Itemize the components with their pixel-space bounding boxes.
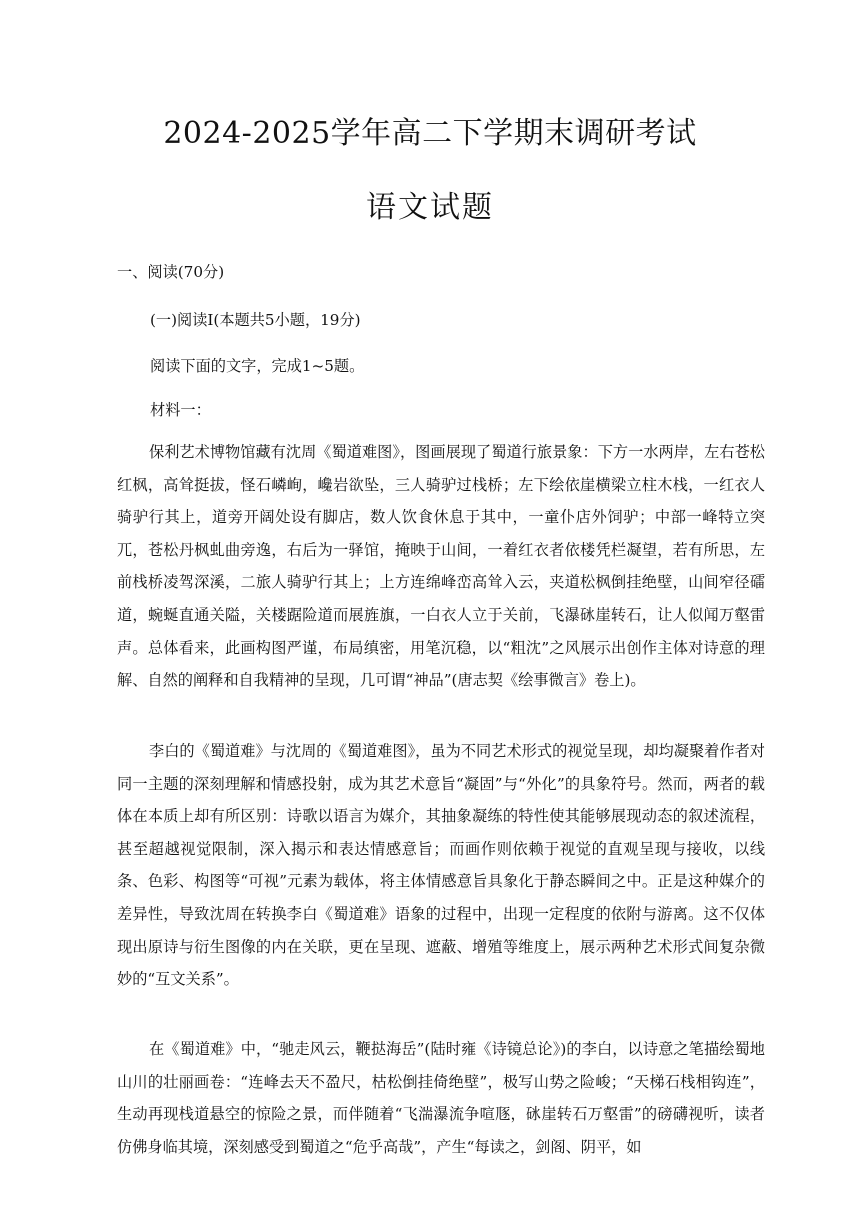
paragraph: 在《蜀道难》中，“驰走风云，鞭挞海岳”(陆时雍《诗镜总论》)的李白，以诗意之笔描绘蜀地山川的壮丽画卷：“连峰去天不盈尺，枯松倒挂倚绝壁”，极写山势之险峻；“天梯石栈相钩连”，生动再现栈道悬空的惊险之景，而伴随着“飞湍瀑流争喧豗，砯崖转石万壑雷”的磅礴视听，读者仿佛身临其境，深刻感受到蜀道之“危乎高哉”，产生“每读之，剑阁、阴平，如	[117, 1040, 765, 1156]
section-heading: 一、阅读(70分)	[117, 263, 225, 281]
instruction-text: 阅读下面的文字，完成1~5题。	[150, 357, 365, 375]
subsection-heading: (一)阅读Ⅰ(本题共5小题，19分)	[150, 311, 361, 329]
material-label: 材料一：	[150, 401, 211, 419]
paragraph: 李白的《蜀道难》与沈周的《蜀道难图》，虽为不同艺术形式的视觉呈现，却均凝聚着作者对同一主题的深刻理解和情感投射，成为其艺术意旨“凝固”与“外化”的具象符号。然而，两者的载体在本质上却有所区别：诗歌以语言为媒介，其抽象凝练的特性使其能够展现动态的叙述流程，甚至超越视觉限制，深入揭示和表达情感意旨；而画作则依赖于视觉的直观呈现与接收，以线条、色彩、构图等“可视”元素为载体，将主体情感意旨具象化于静态瞬间之中。正是这种媒介的差异性，导致沈周在转换李白《蜀道难》语象的过程中，出现一定程度的依附与游离。这不仅体现出原诗与衍生图像的内在关联，更在呈现、遮蔽、增殖等维度上，展示两种艺术形式间复杂微妙的“互文关系”。	[117, 742, 765, 989]
paragraph: 保利艺术博物馆藏有沈周《蜀道难图》，图画展现了蜀道行旅景象：下方一水两岸，左右苍松红枫，高耸挺拔，怪石嶙峋，巉岩欲坠，三人骑驴过栈桥；左下绘依崖横梁立柱木栈，一红衣人骑驴行其上，道旁开阔处设有脚店，数人饮食休息于其中，一童仆店外饲驴；中部一峰特立突兀，苍松丹枫虬曲旁逸，右后为一驿馆，掩映于山间，一着红衣者依楼凭栏凝望，若有所思，左前栈桥凌驾深溪，二旅人骑驴行其上；上方连绵峰峦高耸入云，夹道松枫倒挂绝壁，山间窄径礌道，蜿蜒直通关隘，关楼踞险道而展旌旗，一白衣人立于关前，飞瀑砯崖转石，让人似闻万壑雷声。总体看来，此画构图严谨，布局缜密，用笔沉稳，以“粗沈”之风展示出创作主体对诗意的理解、自然的阐释和自我精神的呈现，几可谓“神品”(唐志契《绘事微言》卷上)。	[117, 443, 765, 690]
exam-subtitle: 语文试题	[366, 190, 494, 225]
exam-title: 2024-2025学年高二下学期末调研考试	[163, 116, 697, 151]
